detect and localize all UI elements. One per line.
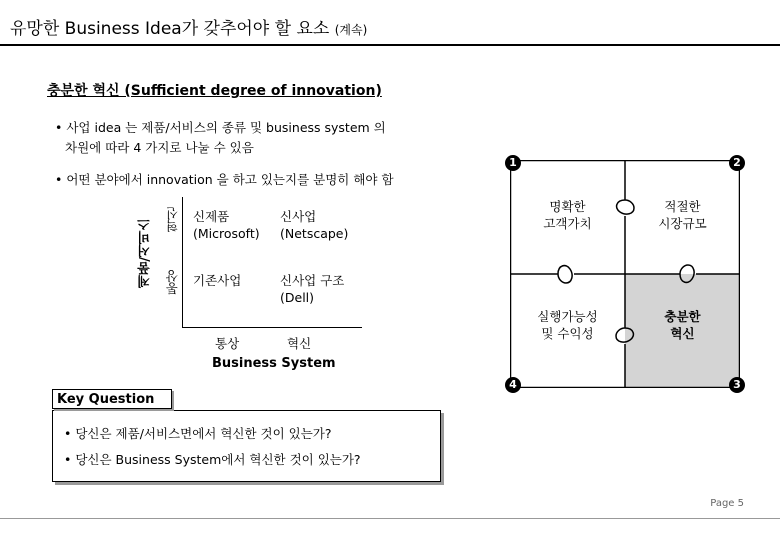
key-question-label: Key Question [52, 389, 172, 409]
matrix-x-tick-innovation: 혁신 [287, 336, 312, 351]
matrix-cell-new-structure [280, 272, 344, 306]
matrix-cell-new-business [280, 208, 348, 242]
puzzle-badge-2: 2 [729, 155, 745, 171]
matrix-cell-existing-business-label: 기존사업 [193, 273, 242, 288]
key-question-box [52, 410, 441, 482]
bullet-item-1 [55, 118, 386, 158]
matrix-cell-new-structure-example: (Dell) [280, 290, 315, 305]
matrix-cell-new-business-label: 신사업 [280, 209, 317, 224]
puzzle-piece-3-text [635, 308, 730, 342]
matrix-cell-new-product-example: (Microsoft) [193, 226, 260, 241]
puzzle-piece-2-line1: 적절한 [664, 199, 701, 214]
puzzle-piece-1-text [520, 198, 615, 232]
puzzle-diagram [509, 156, 741, 391]
matrix-y-axis-title: 제품/서비스 [138, 218, 153, 288]
puzzle-piece-4-line1: 실행가능성 [537, 309, 598, 324]
puzzle-badge-3: 3 [729, 377, 745, 393]
puzzle-piece-2-text [635, 198, 730, 232]
bullet-item-2: • 어떤 분야에서 innovation 을 하고 있는지를 분명히 해야 함 [55, 172, 394, 187]
bullet-item-1-line1: • 사업 idea 는 제품/서비스의 종류 및 business system 의 [55, 120, 386, 135]
puzzle-pieces-svg [510, 160, 740, 388]
puzzle-piece-4-text [520, 308, 615, 342]
matrix-x-axis-title: Business System [212, 356, 336, 371]
puzzle-badge-4: 4 [505, 377, 521, 393]
matrix-y-tick-innovation: 혁신 [165, 207, 180, 232]
page-title [10, 14, 367, 39]
page-number: Page 5 [710, 498, 744, 509]
innovation-matrix [183, 200, 360, 327]
title-divider [0, 44, 780, 46]
matrix-cell-new-product-label: 신제품 [193, 209, 230, 224]
matrix-x-axis-line [182, 327, 362, 328]
puzzle-piece-1-line1: 명확한 [549, 199, 586, 214]
puzzle-piece-3-line1: 충분한 [664, 309, 701, 324]
puzzle-piece-2-line2: 시장규모 [658, 216, 707, 231]
matrix-cell-new-product [193, 208, 260, 242]
page-title-text: 유망한 Business Idea가 갖추어야 할 요소 [10, 19, 330, 39]
puzzle-piece-4-line2: 및 수익성 [541, 326, 594, 341]
matrix-cell-existing-business [193, 272, 241, 289]
matrix-cell-new-business-example: (Netscape) [280, 226, 349, 241]
puzzle-badge-1: 1 [505, 155, 521, 171]
matrix-x-tick-normal: 통상 [215, 336, 240, 351]
footer-divider [0, 518, 780, 519]
page-title-suffix: (계속) [334, 23, 368, 37]
key-question-1: • 당신은 제품/서비스면에서 혁신한 것이 있는가? [64, 426, 332, 441]
matrix-cell-new-structure-label: 신사업 구조 [280, 273, 345, 288]
matrix-y-tick-normal: 통상 [165, 270, 180, 295]
key-question-2: • 당신은 Business System에서 혁신한 것이 있는가? [64, 452, 361, 467]
bullet-item-1-line2: 차원에 따라 4 가지로 나눌 수 있음 [65, 140, 254, 155]
puzzle-piece-1-line2: 고객가치 [543, 216, 592, 231]
section-subtitle: 충분한 혁신 (Sufficient degree of innovation) [47, 83, 382, 99]
puzzle-piece-3-line2: 혁신 [670, 326, 695, 341]
